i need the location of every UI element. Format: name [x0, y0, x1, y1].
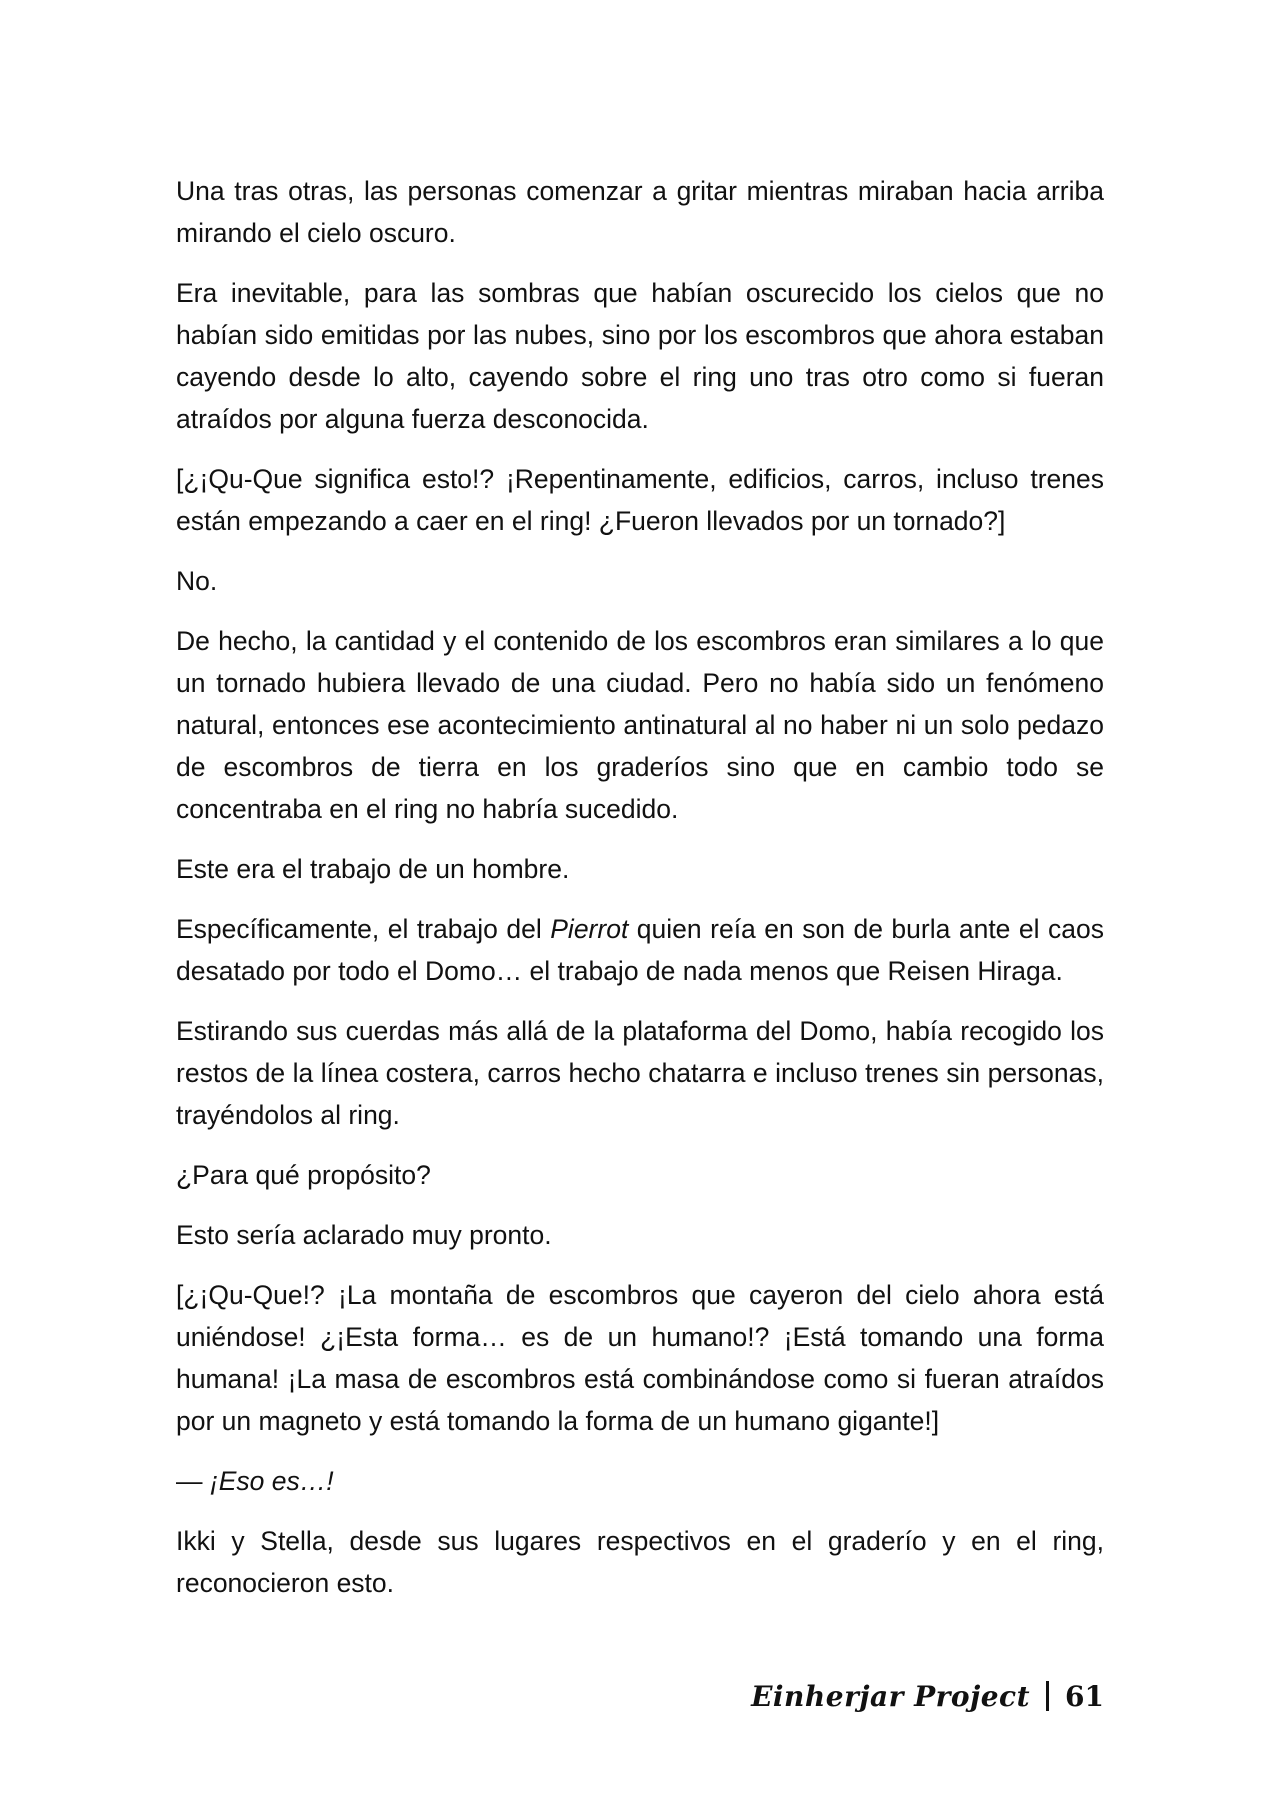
footer-brand: Einherjar Project: [751, 1679, 1031, 1713]
paragraph-2: Era inevitable, para las sombras que habían oscurecido los cielos que no habían sido emitidas por las nubes, sino por los escombros que ahora estaban cayendo desde lo alto, cayendo sobre el ring uno tras otro como si fueran atraídos por alguna fuerza desconocida.: [176, 278, 1104, 434]
page-number: 61: [1065, 1679, 1104, 1713]
paragraph-1: Una tras otras, las personas comenzar a gritar mientras miraban hacia arriba mirando el cielo oscuro.: [176, 176, 1104, 248]
footer-separator: [1046, 1681, 1049, 1711]
paragraph-7-after: quien reía en son de burla ante el caos desatado por todo el Domo… el trabajo de nada menos que Reisen Hiraga.: [176, 914, 1104, 986]
paragraph-4: No.: [176, 566, 218, 596]
page-footer: [751, 1672, 1104, 1720]
paragraph-12: [176, 1460, 1104, 1502]
em-dash: —: [176, 1466, 210, 1496]
paragraph-7: [176, 908, 1104, 992]
paragraph-3: [¿¡Qu-Que significa esto!? ¡Repentinamente, edificios, carros, incluso trenes están empezando a caer en el ring! ¿Fueron llevados por un tornado?]: [176, 464, 1104, 536]
pierrot-italic: Pierrot: [550, 914, 629, 944]
paragraph-13: Ikki y Stella, desde sus lugares respectivos en el graderío y en el ring, reconocieron esto.: [176, 1526, 1104, 1598]
paragraph-8: Estirando sus cuerdas más allá de la plataforma del Domo, había recogido los restos de la línea costera, carros hecho chatarra e incluso trenes sin personas, trayéndolos al ring.: [176, 1016, 1104, 1130]
eso-es-italic: ¡Eso es…!: [209, 1466, 334, 1496]
paragraph-9: ¿Para qué propósito?: [176, 1160, 431, 1190]
body-text: [176, 170, 1104, 1622]
paragraph-7-before: Específicamente, el trabajo del: [176, 914, 551, 944]
paragraph-5: De hecho, la cantidad y el contenido de los escombros eran similares a lo que un tornado hubiera llevado de una ciudad. Pero no había sido un fenómeno natural, entonces ese acontecimiento antinatural al no haber ni un solo pedazo de escombros de tierra en los graderíos sino que en cambio todo se concentraba en el ring no habría sucedido.: [176, 626, 1104, 824]
paragraph-10: Esto sería aclarado muy pronto.: [176, 1220, 552, 1250]
paragraph-6: Este era el trabajo de un hombre.: [176, 854, 570, 884]
paragraph-11: [¿¡Qu-Que!? ¡La montaña de escombros que cayeron del cielo ahora está uniéndose! ¿¡Esta forma… es de un humano!? ¡Está tomando una forma humana! ¡La masa de escombros está combinándose como si fueran atraídos por un magneto y está tomando la forma de un humano gigante!]: [176, 1280, 1104, 1436]
